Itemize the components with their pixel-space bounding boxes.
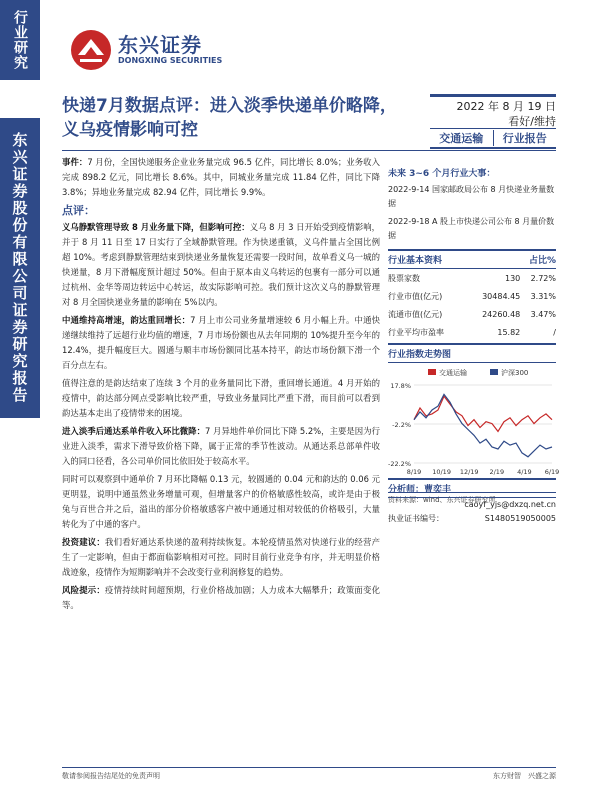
paragraph-2-text: 7 月上市公司业务量增速较 6 月小幅上升。中通快递继续维持了远超行业均值的增速，7 月市场份额也从去年同期的 10%提升至今年的 12.4%，提升幅度巨大。圆通与顺丰市场份额同比基本持平，韵达市场份额下滑一个百分点左右。 [62, 315, 380, 370]
report-date: 2022 年 8 月 19 日 [430, 94, 556, 113]
header-divider [62, 150, 556, 151]
analyst-box [388, 478, 556, 526]
paragraph-7-text: 疫情持续时间超预期，行业价格战加剧；人力成本大幅攀升；政策面变化等。 [62, 585, 381, 610]
analyst-title: 分析师：曹奕丰 [388, 478, 556, 498]
chart-source: 资料来源：wind、东兴证券研究所 [388, 492, 556, 505]
row-value: 30484.45 [482, 291, 521, 301]
row-label: 流通市值(亿元) [388, 309, 443, 319]
event-paragraph [62, 155, 380, 200]
analyst-license: S1480519050005 [484, 514, 556, 523]
industry-table-header [388, 249, 556, 269]
legend-swatch [490, 369, 498, 375]
paragraph-5: 同时可以观察到中通单价 7 月环比降幅 0.13 元，较圆通的 0.04 元和韵达的 0.06 元更明显，说明中通虽然业务增量可观，但增量客户的价格敏感性较高，或许是由于极兔与百世合并之后，溢出的部分价格敏感客户被中通通过相对较低的价格吸引，大量转化为了中通的客户。 [62, 474, 380, 529]
industry-table-pct-header: 占比% [528, 256, 556, 266]
rating: 看好/维持 [430, 113, 556, 129]
x-tick-label: 10/19 [432, 468, 451, 476]
logo [70, 25, 223, 75]
report-title: 快递7月数据点评：进入淡季快递单价略降，义乌疫情影响可控 [62, 96, 397, 140]
review-title: 点评： [62, 204, 95, 217]
row-pct: 3.47% [530, 309, 556, 319]
event-text: 7 月份，全国快递服务企业业务量完成 96.5 亿件，同比增长 8.0%；业务收入完成 898.2 亿元，同比增长 8.6%。其中，同城业务量完成 11.84 亿件，同比下降 3.8%；异地业务量完成 82.94 亿件，同比增长 9.9%。 [62, 157, 380, 197]
analyst-email[interactable]: caoyf_yjs@dxzq.net.cn [464, 500, 556, 509]
paragraph-2 [62, 313, 380, 373]
legend-label: 交通运输 [439, 369, 467, 377]
legend-swatch [428, 369, 436, 375]
row-pct: 2.72% [530, 273, 556, 283]
paragraph-2-heading: 中通维持高增速，韵达重回增长： [62, 315, 191, 325]
y-tick-label: -2.2% [392, 421, 411, 429]
paragraph-1-heading: 义乌静默管理导致 8 月业务量下降，但影响可控： [62, 222, 250, 232]
y-tick-label: -22.2% [388, 460, 411, 468]
paragraph-6 [62, 535, 380, 580]
paragraph-7-heading: 风险提示： [62, 585, 106, 595]
x-tick-label: 12/19 [459, 468, 479, 476]
row-pct: 3.31% [530, 291, 556, 301]
x-tick-label: 8/19 [406, 468, 422, 476]
table-row [388, 269, 556, 287]
upcoming-event: 2022-9-14 国家邮政局公布 8 月快递业务量数据 [388, 185, 555, 208]
series-line-transport [414, 396, 552, 431]
paragraph-6-text: 我们看好通达系快递的盈利持续恢复。本轮疫情虽然对快递行业的经营产生了一定影响，但由于都面临影响相对可控。同时目前行业竞争有序，并无明显价格战迹象，疫情作为短期影响并不会改变行业利润修复的趋势。 [62, 537, 381, 577]
x-tick-label: 6/19 [544, 468, 560, 476]
sector-row [430, 129, 556, 149]
paragraph-1-text: 义乌 8 月 3 日开始受到疫情影响，并于 8 月 11 日至 17 日实行了全域静默管理。作为快递重镇，义乌件量占全国比例超 10%。考虑到静默管理结束到快递业务量恢复还需要一段时间，故单看义乌一城的快递量，8 月下滑幅度预计超过 50%。但由于原本由义乌转运的包裹有一部分可以通过杭州、金华等周边转运中心转运，故实际影响可控。我们预计这次义乌的静默管理对 8 月全国快递业务量的影响在 5%以内。 [62, 222, 380, 307]
chart-title: 行业指数走势图 [388, 343, 556, 363]
paragraph-1 [62, 220, 380, 310]
firm-report-label: 东兴证券股份有限公司证券研究报告 [10, 132, 29, 404]
row-value: 130 [504, 273, 521, 283]
sector-label: 交通运输 [439, 132, 484, 145]
industry-table-title: 行业基本资料 [388, 256, 443, 266]
table-row [388, 287, 556, 305]
row-value: 24260.48 [482, 309, 521, 319]
dongxing-logo-icon [70, 29, 112, 71]
paragraph-4 [62, 424, 380, 469]
logo-en-text: DONGXING SECURITIES [118, 56, 223, 65]
row-value: 15.82 [497, 327, 521, 337]
firm-band [0, 118, 40, 418]
upcoming-event: 2022-9-18 A 股上市快递公司公布 8 月量价数据 [388, 217, 555, 240]
paragraph-3: 值得注意的是韵达结束了连续 3 个月的业务量同比下滑，重回增长通道。4 月开始的疫情中，韵达部分网点受影响比较严重，导致业务量同比严重下滑，而目前可以看到韵达基本走出了疫情带来的困境。 [62, 378, 380, 418]
row-pct: / [553, 327, 556, 337]
upcoming-events-title: 未来 3~6 个月行业大事： [388, 169, 496, 179]
report-type-label: 行业报告 [493, 130, 557, 146]
x-tick-label: 4/19 [517, 468, 532, 476]
category-label: 行业研究 [12, 10, 28, 70]
category-band [0, 0, 40, 80]
side-column [388, 166, 560, 505]
table-row [388, 323, 556, 341]
paragraph-6-heading: 投资建议： [62, 537, 106, 547]
analyst-license-row [388, 512, 556, 526]
table-row [388, 305, 556, 323]
logo-cn-text: 东兴证券 [118, 33, 202, 57]
industry-table [388, 269, 556, 341]
row-label: 行业平均市盈率 [388, 327, 444, 337]
paragraph-7 [62, 583, 380, 613]
legend-label: 沪深300 [501, 369, 529, 377]
paragraph-4-heading: 进入淡季后通达系单件收入环比微降： [62, 426, 205, 436]
series-line-hs300 [414, 394, 552, 456]
footer-slogan: 东方财智 兴盛之源 [493, 772, 556, 780]
footer-divider [62, 767, 556, 768]
row-label: 行业市值(亿元) [388, 291, 443, 301]
row-label: 股票家数 [388, 273, 420, 283]
paragraph-4-text: 7 月异地件单价同比下降 5.2%，主要是因为行业进入淡季，需求下滑导致价格下降，属于正常的季节性波动。从通达系总部单件收入的同口径看，各公司单价同比依旧处于较高水平。 [62, 426, 380, 466]
report-meta [430, 94, 556, 149]
analyst-email-row [388, 498, 556, 512]
main-column [62, 155, 380, 616]
event-label: 事件： [62, 157, 88, 167]
analyst-license-label: 执业证书编号： [388, 514, 444, 523]
index-trend-chart [388, 363, 560, 488]
x-tick-label: 2/19 [489, 468, 505, 476]
y-tick-label: 17.8% [390, 382, 411, 390]
footer-disclaimer: 敬请参阅报告结尾处的免责声明 [62, 772, 160, 780]
